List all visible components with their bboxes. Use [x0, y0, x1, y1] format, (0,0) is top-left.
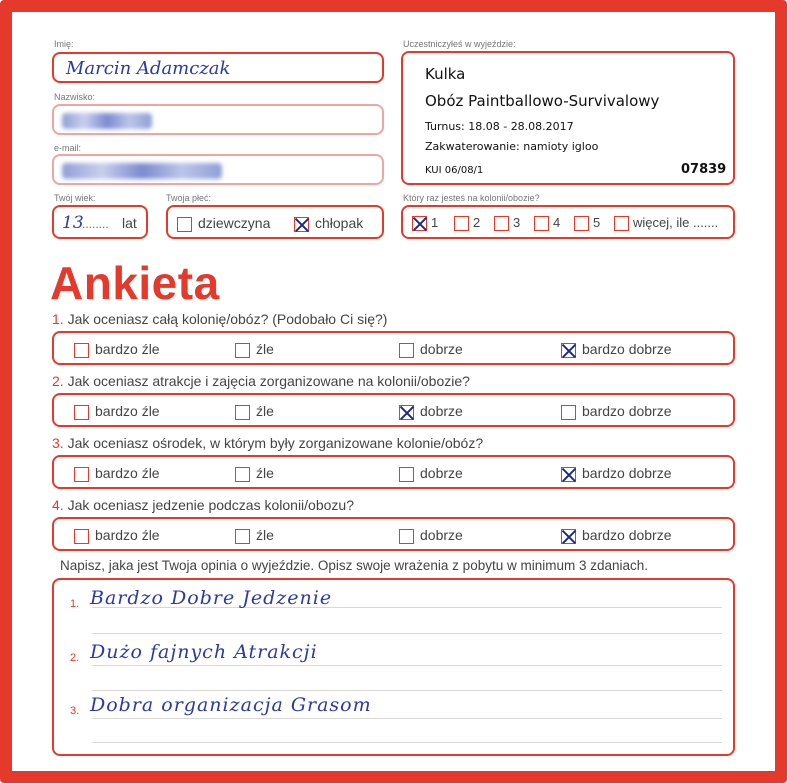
- q3-option-very-bad[interactable]: [74, 465, 160, 482]
- q2-very-good-checkbox[interactable]: [561, 405, 576, 420]
- q2-option-very-bad[interactable]: [74, 403, 160, 420]
- q1-very-bad-checkbox[interactable]: [74, 343, 89, 358]
- q3-option-bad[interactable]: [235, 465, 274, 482]
- age-label: Twój wiek:: [54, 193, 96, 203]
- q4-good-label: dobrze: [420, 527, 463, 543]
- q1-option-very-good[interactable]: [561, 341, 672, 358]
- q4-bad-label: źle: [256, 527, 274, 543]
- question-4-number: 4.: [52, 497, 64, 513]
- opinion-line: [92, 665, 722, 666]
- question-3-text: Jak oceniasz ośrodek, w którym były zorganizowane kolonie/obóz?: [67, 435, 484, 451]
- opinion-line: [92, 742, 722, 743]
- q4-very-bad-checkbox[interactable]: [74, 529, 89, 544]
- times-option-more[interactable]: [614, 215, 718, 231]
- q1-option-very-bad[interactable]: [74, 341, 160, 358]
- q3-option-very-good[interactable]: [561, 465, 672, 482]
- q1-option-bad[interactable]: [235, 341, 274, 358]
- opinion-2-text: Dużo fajnych Atrakcji: [90, 641, 318, 663]
- turnus-label: Turnus:: [425, 120, 465, 133]
- times-more-label: więcej, ile .......: [633, 215, 719, 230]
- gender-field: [166, 205, 384, 239]
- q2-good-checkbox[interactable]: [399, 405, 414, 420]
- trip-code: KUI 06/08/1: [425, 165, 484, 176]
- email-label: e-mail:: [54, 143, 82, 153]
- q4-option-very-good[interactable]: [561, 527, 672, 544]
- question-1-answers: [52, 331, 735, 365]
- q3-option-good[interactable]: [399, 465, 463, 482]
- email-redacted: [62, 163, 222, 179]
- name-label: Imię:: [54, 39, 74, 49]
- q2-option-bad[interactable]: [235, 403, 274, 420]
- opinion-1-number: 1.: [70, 598, 80, 610]
- q1-option-good[interactable]: [399, 341, 463, 358]
- question-1-number: 1.: [52, 311, 64, 327]
- question-3-number: 3.: [52, 435, 64, 451]
- opinion-1-text: Bardzo Dobre Jedzenie: [90, 587, 333, 609]
- q1-bad-label: źle: [256, 341, 274, 357]
- trip-box: [401, 51, 735, 185]
- age-dots: ........: [82, 217, 109, 231]
- question-3-answers: [52, 455, 735, 489]
- times-field: [401, 205, 735, 239]
- opinion-2-number: 2.: [70, 652, 80, 664]
- times-4-checkbox[interactable]: [534, 216, 549, 231]
- q3-bad-label: źle: [256, 465, 274, 481]
- surname-label: Nazwisko:: [54, 92, 96, 102]
- q1-very-good-checkbox[interactable]: [561, 343, 576, 358]
- gender-label: Twoja płeć:: [166, 193, 212, 203]
- times-option-2[interactable]: [454, 215, 480, 231]
- q4-bad-checkbox[interactable]: [235, 529, 250, 544]
- trip-brand: Kulka: [425, 65, 466, 83]
- opinion-line: [92, 718, 722, 719]
- trip-number: 07839: [681, 162, 727, 177]
- trip-camp-name: Obóz Paintballowo-Survivalowy: [425, 92, 660, 110]
- times-5-label: 5: [593, 215, 601, 230]
- q2-option-very-good[interactable]: [561, 403, 672, 420]
- q3-very-good-label: bardzo dobrze: [582, 465, 672, 481]
- q3-good-checkbox[interactable]: [399, 467, 414, 482]
- trip-turnus: [425, 120, 574, 133]
- times-4-label: 4: [553, 215, 561, 230]
- q1-bad-checkbox[interactable]: [235, 343, 250, 358]
- times-3-label: 3: [513, 215, 521, 230]
- q2-bad-checkbox[interactable]: [235, 405, 250, 420]
- gender-option-boy[interactable]: [294, 215, 363, 232]
- opinion-3-text: Dobra organizacja Grasom: [90, 694, 372, 716]
- q4-very-good-label: bardzo dobrze: [582, 527, 672, 543]
- girl-label: dziewczyna: [198, 215, 271, 231]
- times-option-4[interactable]: [534, 215, 560, 231]
- q1-good-checkbox[interactable]: [399, 343, 414, 358]
- times-2-checkbox[interactable]: [454, 216, 469, 231]
- email-field[interactable]: [52, 154, 384, 185]
- surname-redacted: [62, 113, 152, 129]
- times-label: Który raz jesteś na kolonii/obozie?: [403, 193, 540, 203]
- question-2-text: Jak oceniasz atrakcje i zajęcia zorganizowane na kolonii/obozie?: [67, 373, 470, 389]
- q4-option-very-bad[interactable]: [74, 527, 160, 544]
- question-2-answers: [52, 393, 735, 427]
- trip-accommodation: [425, 140, 598, 153]
- accommodation-value: namioty igloo: [523, 140, 599, 153]
- question-2: [52, 373, 470, 389]
- question-4-answers: [52, 517, 735, 551]
- q1-good-label: dobrze: [420, 341, 463, 357]
- question-4: [52, 497, 354, 513]
- name-field[interactable]: [52, 52, 384, 83]
- q4-good-checkbox[interactable]: [399, 529, 414, 544]
- q3-very-good-checkbox[interactable]: [561, 467, 576, 482]
- survey-title: Ankieta: [50, 257, 220, 309]
- name-value: Marcin Adamczak: [66, 58, 231, 79]
- accommodation-label: Zakwaterowanie:: [425, 140, 520, 153]
- gender-option-girl[interactable]: [177, 215, 270, 232]
- question-2-number: 2.: [52, 373, 64, 389]
- q3-good-label: dobrze: [420, 465, 463, 481]
- trip-label: Uczestniczyłeś w wyjeździe:: [403, 39, 516, 49]
- q1-very-good-label: bardzo dobrze: [582, 341, 672, 357]
- q4-option-good[interactable]: [399, 527, 463, 544]
- opinion-line: [92, 633, 722, 634]
- boy-checkbox[interactable]: [294, 217, 309, 232]
- age-field[interactable]: [52, 205, 148, 239]
- q4-very-bad-label: bardzo źle: [95, 527, 160, 543]
- q4-very-good-checkbox[interactable]: [561, 529, 576, 544]
- opinion-line: [92, 690, 722, 691]
- times-option-5[interactable]: [574, 215, 600, 231]
- q3-bad-checkbox[interactable]: [235, 467, 250, 482]
- boy-label: chłopak: [315, 215, 364, 231]
- q2-option-good[interactable]: [399, 403, 463, 420]
- q2-good-label: dobrze: [420, 403, 463, 419]
- girl-checkbox[interactable]: [177, 217, 192, 232]
- times-more-checkbox[interactable]: [614, 216, 629, 231]
- q4-option-bad[interactable]: [235, 527, 274, 544]
- times-3-checkbox[interactable]: [494, 216, 509, 231]
- question-1-text: Jak oceniasz całą kolonię/obóz? (Podobało Ci się?): [67, 311, 388, 327]
- opinion-3-number: 3.: [70, 705, 80, 717]
- question-4-text: Jak oceniasz jedzenie podczas kolonii/obozu?: [67, 497, 354, 513]
- turnus-value: 18.08 - 28.08.2017: [468, 120, 574, 133]
- q3-very-bad-checkbox[interactable]: [74, 467, 89, 482]
- times-1-label: 1: [431, 215, 439, 230]
- q2-very-bad-label: bardzo źle: [95, 403, 160, 419]
- q3-very-bad-label: bardzo źle: [95, 465, 160, 481]
- age-unit: lat: [122, 215, 137, 231]
- age-value: 13: [62, 213, 84, 233]
- q2-very-bad-checkbox[interactable]: [74, 405, 89, 420]
- surname-field[interactable]: [52, 104, 384, 135]
- times-1-checkbox[interactable]: [412, 216, 427, 231]
- question-1: [52, 311, 387, 327]
- question-3: [52, 435, 483, 451]
- times-5-checkbox[interactable]: [574, 216, 589, 231]
- q1-very-bad-label: bardzo źle: [95, 341, 160, 357]
- q2-very-good-label: bardzo dobrze: [582, 403, 672, 419]
- times-option-3[interactable]: [494, 215, 520, 231]
- times-option-1[interactable]: [412, 215, 438, 231]
- q2-bad-label: źle: [256, 403, 274, 419]
- opinion-prompt: Napisz, jaka jest Twoja opinia o wyjeździe. Opisz swoje wrażenia z pobytu w minimum 3 zdaniach.: [60, 558, 649, 573]
- times-2-label: 2: [473, 215, 481, 230]
